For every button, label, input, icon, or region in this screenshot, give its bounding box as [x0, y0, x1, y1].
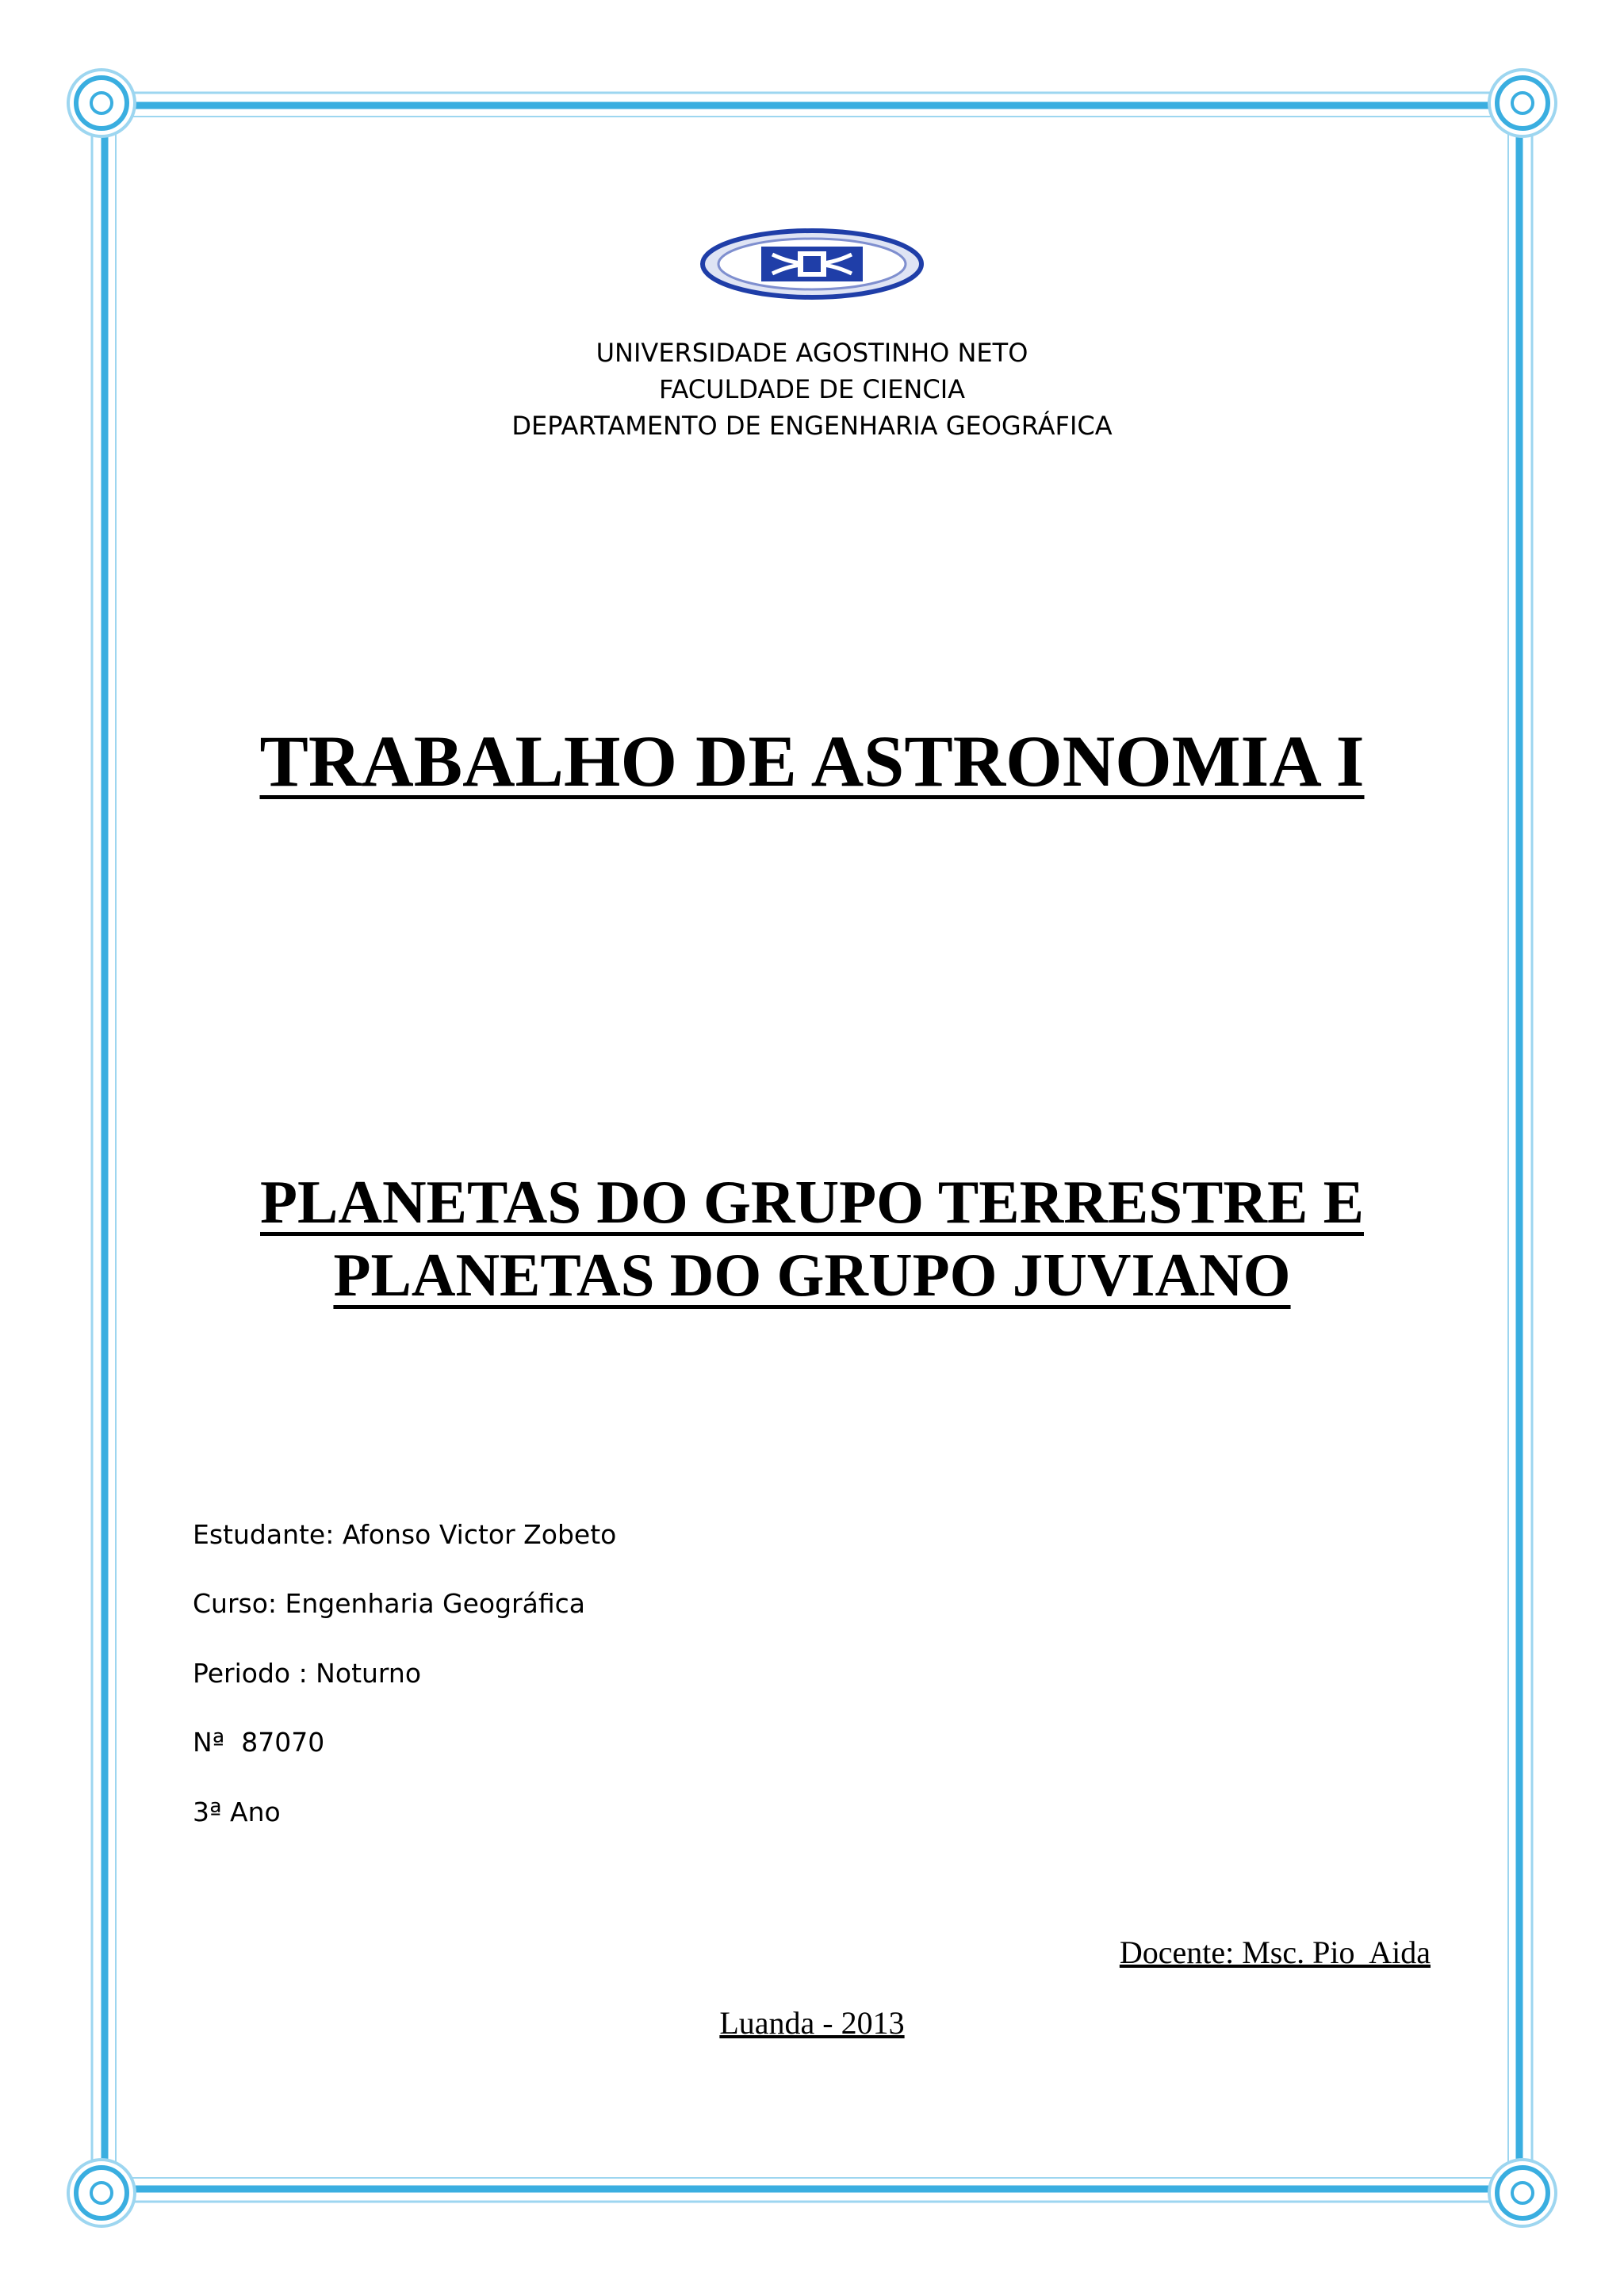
faculty-name: FACULDADE DE CIENCIA	[658, 374, 966, 404]
document-subtitle	[0, 1165, 1624, 1311]
subtitle-line-2: PLANETAS DO GRUPO JUVIANO	[333, 1241, 1291, 1309]
teacher-name: Docente: Msc. Pio Aida	[1119, 1934, 1431, 1970]
university-name: UNIVERSIDADE AGOSTINHO NETO	[596, 338, 1028, 368]
student-number: Nª 87070	[193, 1727, 325, 1758]
school-year: 3ª Ano	[193, 1797, 281, 1827]
university-emblem	[699, 228, 925, 300]
department-name: DEPARTAMENTO DE ENGENHARIA GEOGRÁFICA	[511, 411, 1113, 441]
document-title: TRABALHO DE ASTRONOMIA I	[259, 721, 1365, 802]
course: Curso: Engenharia Geográfica	[193, 1588, 585, 1619]
corner-ornament-bottom-right	[1489, 2160, 1556, 2226]
place-and-date: Luanda - 2013	[719, 2005, 905, 2041]
subtitle-line-1: PLANETAS DO GRUPO TERRESTRE E	[260, 1168, 1364, 1236]
corner-ornament-top-right	[1489, 70, 1556, 136]
corner-ornament-bottom-left	[68, 2160, 135, 2226]
period: Periodo : Noturno	[193, 1658, 422, 1689]
corner-ornament-top-left	[68, 70, 135, 136]
student-name: Estudante: Afonso Victor Zobeto	[193, 1519, 617, 1550]
